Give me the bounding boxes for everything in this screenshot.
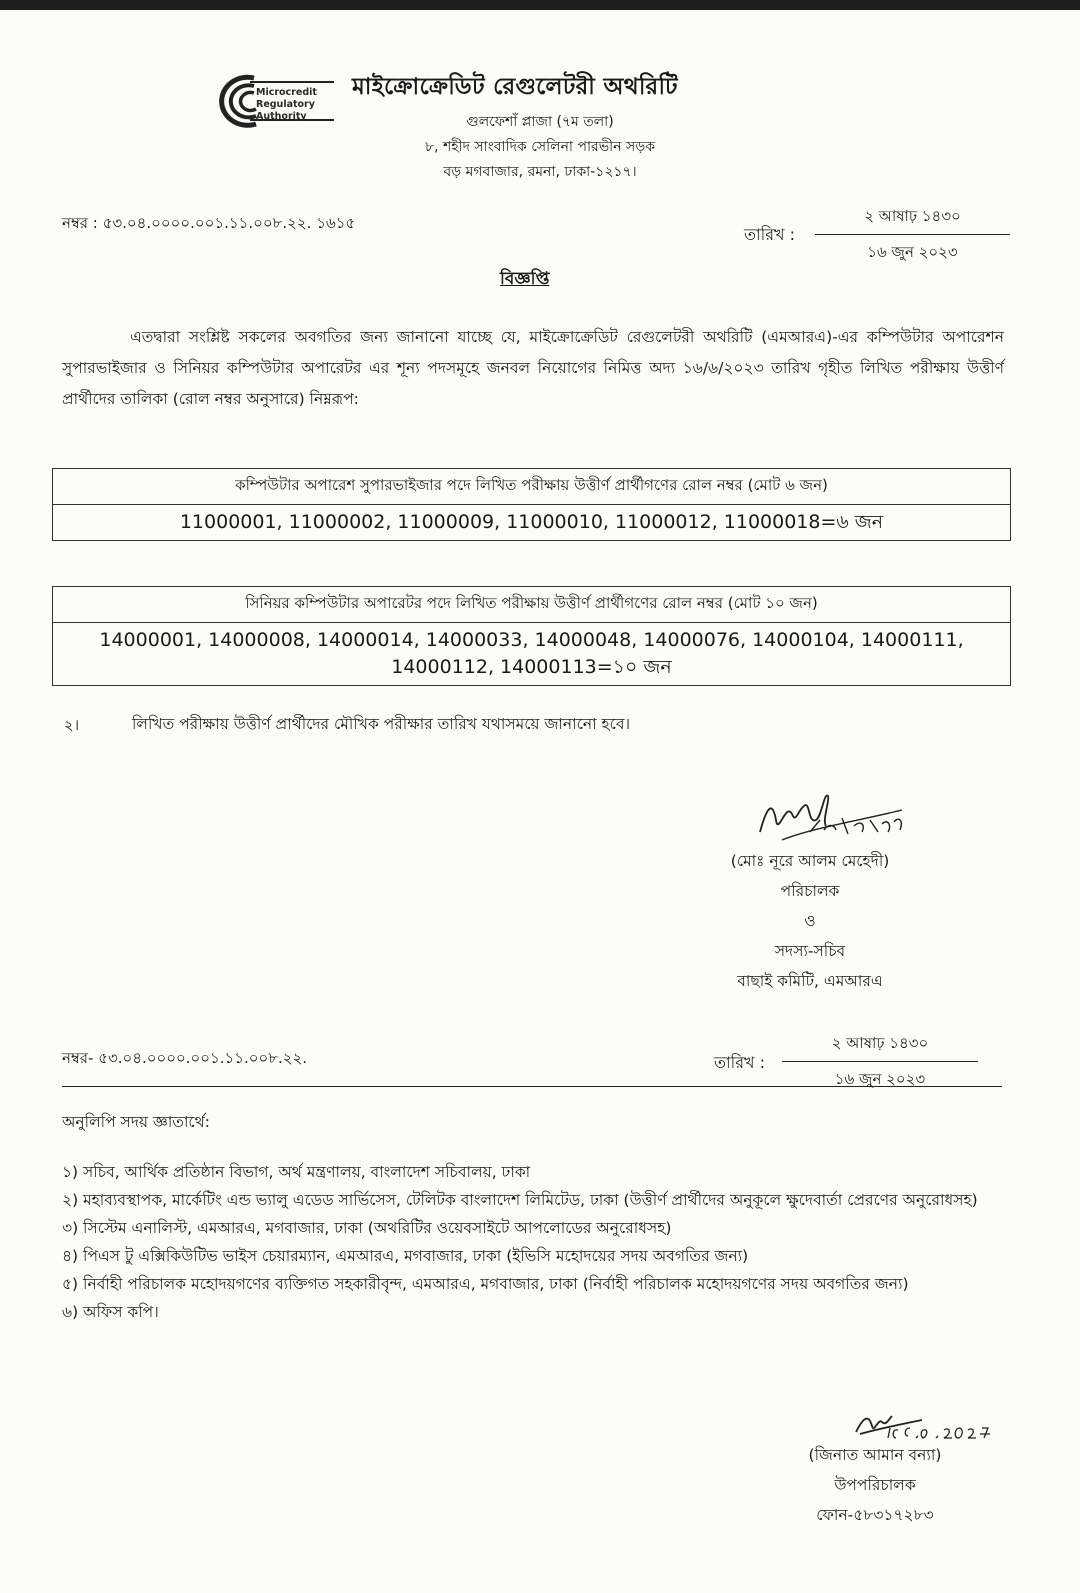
- signatory-name: (জিনাত আমান বন্যা): [808, 1446, 942, 1464]
- body-paragraph: এতদ্বারা সংশ্লিষ্ট সকলের অবগতির জন্য জানানো যাচ্ছে যে, মাইক্রোক্রেডিট রেগুলেটরী অথরিটি (এমআরএ)-এর কম্পিউটার অপারেশন সুপারভাইজার ও সিনিয়র কম্পিউটার অপারেটর এর শূন্য পদসমূহে জনবল নিয়োগের নিমিত্ত অদ্য ১৬/৬/২০২৩ তারিখ গৃহীত লিখিত পরীক্ষায় উত্তীর্ণ প্রার্থীদের তালিকা (রোল নম্বর অনুসারে) নিম্নরূপ:: [62, 328, 1004, 408]
- roll-numbers-line-1: 14000001, 14000008, 14000014, 14000033, 14000048, 14000076, 14000104, 14000111,: [99, 629, 964, 651]
- note-number: ২।: [64, 716, 80, 734]
- copy-list: [62, 1158, 997, 1326]
- signatory-designation: পরিচালক: [780, 882, 840, 900]
- date-block-2: [782, 1032, 978, 1093]
- organization-name: মাইক্রোক্রেডিট রেগুলেটরী অথরিটি: [352, 74, 678, 100]
- address-line-3: বড় মগবাজার, রমনা, ঢাকা-১২১৭।: [443, 164, 637, 180]
- logo-line: Regulatory: [256, 99, 315, 110]
- date-label: তারিখ :: [744, 225, 796, 244]
- signatory-role: সদস্য-সচিব: [774, 942, 846, 960]
- roll-numbers: [53, 623, 1011, 686]
- list-item: ৫) নির্বাহী পরিচালক মহোদয়গণের ব্যক্তিগত সহকারীবৃন্দ, এমআরএ, মগবাজার, ঢাকা (নির্বাহী পরিচালক মহোদয়গণের সদয় অবগতির জন্য): [62, 1275, 909, 1293]
- logo-line: Microcredit: [256, 87, 317, 98]
- list-item: ১) সচিব, আর্থিক প্রতিষ্ঠান বিভাগ, অর্থ মন্ত্রণালয়, বাংলাদেশ সচিবালয়, ঢাকা: [62, 1163, 531, 1181]
- table-heading: কম্পিউটার অপারেশ সুপারভাইজার পদে লিখিত পরীক্ষায় উত্তীর্ণ প্রার্থীগণের রোল নম্বর (মোট ৬ জন): [53, 469, 1011, 505]
- memo-number: নম্বর : ৫৩.০৪.০০০০.০০১.১১.০০৮.২২. ১৬১৫: [62, 214, 356, 232]
- signatory-block-1: [660, 846, 960, 996]
- list-item: ৬) অফিস কপি।: [62, 1303, 159, 1321]
- signature-scribble: [752, 780, 922, 850]
- signatory-committee: বাছাই কমিটি, এমআরএ: [737, 972, 883, 990]
- date-block: [815, 205, 1010, 266]
- signatory-conjunction: ও: [804, 912, 816, 930]
- date-english: ১৬ জুন ২০২৩: [867, 243, 958, 261]
- signatory-designation: উপপরিচালক: [834, 1476, 916, 1494]
- date-bangla: ২ আষাঢ় ১৪৩০: [782, 1032, 978, 1062]
- roll-table-operator: [52, 586, 1011, 686]
- memo-number-2: নম্বর- ৫৩.০৪.০০০০.০০১.১১.০০৮.২২.: [62, 1049, 308, 1067]
- list-item: ২) মহাব্যবস্থাপক, মার্কেটিং এন্ড ভ্যালু এডেড সার্ভিসেস, টেলিটক বাংলাদেশ লিমিটেড, ঢাকা (উত্তীর্ণ প্রার্থীদের অনুকূলে ক্ষুদেবার্তা প্রেরণের অনুরোধসহ): [62, 1191, 978, 1209]
- address-line-1: গুলফেশাঁ প্লাজা (৭ম তলা): [466, 114, 614, 130]
- signatory-phone: ফোন-৫৮৩১৭২৮৩: [816, 1506, 934, 1524]
- roll-numbers-line-2: 14000112, 14000113=১০ জন: [391, 656, 672, 678]
- signature-scribble-2: [852, 1398, 1002, 1446]
- signatory-name: (মোঃ নূরে আলম মেহেদী): [730, 852, 890, 870]
- note-text: লিখিত পরীক্ষায় উত্তীর্ণ প্রার্থীদের মৌখিক পরীক্ষার তারিখ যথাসময়ে জানানো হবে।: [132, 715, 631, 733]
- date-bangla: ২ আষাঢ় ১৪৩০: [815, 205, 1010, 235]
- table-heading: সিনিয়র কম্পিউটার অপারেটর পদে লিখিত পরীক্ষায় উত্তীর্ণ প্রার্থীগণের রোল নম্বর (মোট ১০ জন): [53, 587, 1011, 623]
- logo-line: Authority: [256, 111, 307, 122]
- divider: [62, 1086, 1002, 1087]
- list-item: ৪) পিএস টু এক্সিকিউটিভ ভাইস চেয়ারম্যান, এমআরএ, মগবাজার, ঢাকা (ইভিসি মহোদয়ের সদয় অবগতির জন্য): [62, 1247, 749, 1265]
- notice-title: বিজ্ঞপ্তি: [500, 269, 550, 289]
- top-bar: [0, 0, 1080, 10]
- copy-heading: অনুলিপি সদয় জ্ঞাতার্থে:: [62, 1113, 210, 1131]
- roll-table-supervisor: [52, 468, 1011, 541]
- roll-numbers: 11000001, 11000002, 11000009, 11000010, 11000012, 11000018=৬ জন: [53, 505, 1011, 541]
- logo-text: [256, 87, 317, 123]
- list-item: ৩) সিস্টেম এনালিস্ট, এমআরএ, মগবাজার, ঢাকা (অথরিটির ওয়েবসাইটে আপলোডের অনুরোধসহ): [62, 1219, 672, 1237]
- address-line-2: ৮, শহীদ সাংবাদিক সেলিনা পারভীন সড়ক: [424, 139, 655, 155]
- signatory-block-2: [770, 1440, 980, 1530]
- date-english: ১৬ জুন ২০২৩: [834, 1070, 926, 1088]
- date-label-2: তারিখ :: [714, 1053, 766, 1072]
